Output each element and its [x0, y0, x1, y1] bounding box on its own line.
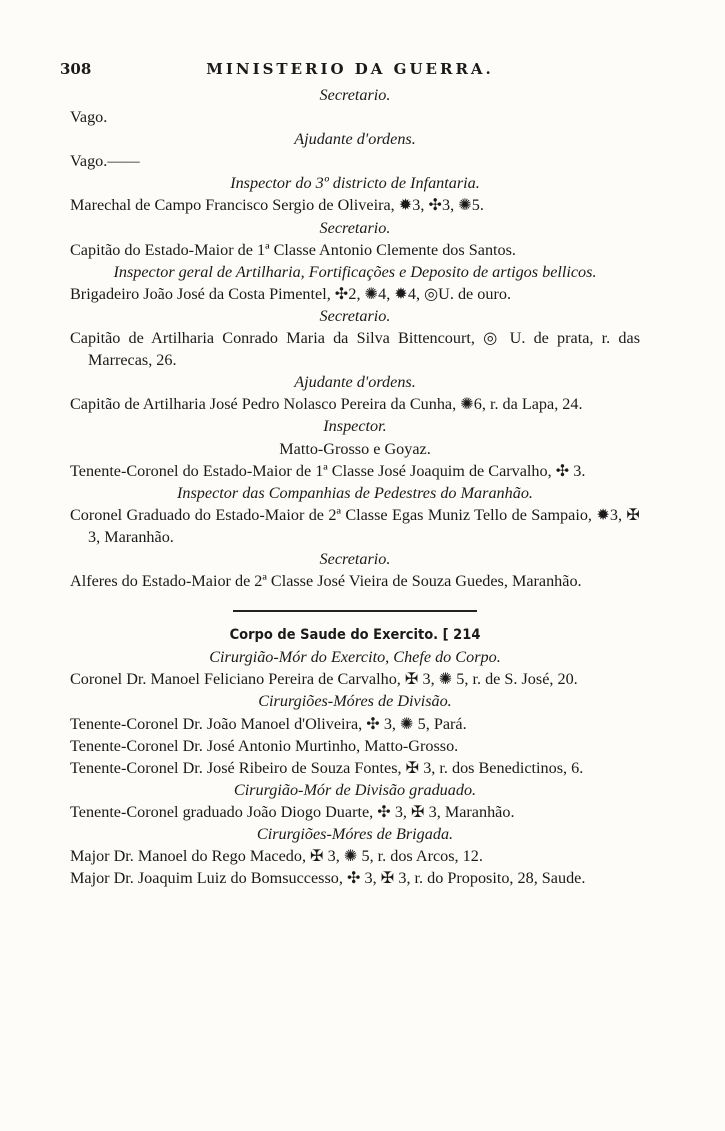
page-header [60, 60, 640, 82]
page-body [70, 84, 640, 889]
section-heading: Cirurgiões-Móres de Brigada. [256, 825, 454, 843]
entry-text: Tenente-Coronel graduado João Diogo Duarte, ✣ 3, ✠ 3, Maranhão. [70, 802, 515, 821]
section-heading: Ajudante d'ordens. [294, 373, 416, 392]
section-heading: Inspector do 3º districto de Infantaria. [230, 174, 480, 193]
page-number: 308 [60, 60, 92, 78]
entry-text: Capitão de Artilharia José Pedro Nolasco Pereira da Cunha, ✺6, r. da Lapa, 24. [70, 395, 583, 414]
running-title: MINISTERIO DA GUERRA. [206, 60, 494, 78]
section-heading: Cirurgião-Mór de Divisão graduado. [233, 780, 477, 799]
entry-text: Marechal de Campo Francisco Sergio de Oliveira, ✹3, ✣3, ✺5. [70, 196, 484, 215]
entry-text: Tenente-Coronel Dr. João Manoel d'Oliveira, ✣ 3, ✺ 5, Pará. [70, 714, 467, 733]
section-heading: Secretario. [319, 218, 391, 237]
section-heading: Cirurgiões-Móres de Divisão. [258, 692, 452, 711]
section-heading: Ajudante d'ordens. [294, 130, 416, 149]
entry-text: Capitão do Estado-Maior de 1ª Classe Antonio Clemente dos Santos. [70, 240, 516, 259]
section-heading: Inspector. [323, 417, 387, 436]
entry-text: Coronel Dr. Manoel Feliciano Pereira de Carvalho, ✠ 3, ✺ 5, r. de S. José, 20. [70, 670, 578, 689]
corps-heading: Corpo de Saude do Exercito. [ 214 [229, 627, 481, 644]
entry-text: Coronel Graduado do Estado-Maior de 2ª Classe Egas Muniz Tello de Sampaio, ✹3, ✠ 3, Maranhão. [70, 505, 640, 546]
section-heading: Inspector geral de Artilharia, Fortificações e Deposito de artigos bellicos. [113, 262, 597, 281]
entry-text: Alferes do Estado-Maior de 2ª Classe José Vieira de Souza Guedes, Maranhão. [70, 572, 582, 591]
entry-text: Tenente-Coronel Dr. José Antonio Murtinho, Matto-Grosso. [70, 736, 459, 755]
entry-text: Vago. [70, 108, 108, 127]
entry-text: Vago.—— [70, 152, 140, 171]
section-heading: Cirurgião-Mór do Exercito, Chefe do Corpo. [209, 648, 501, 667]
entry-text: Capitão de Artilharia Conrado Maria da Silva Bittencourt, ◎ U. de prata, r. das Marrecas, 26. [70, 329, 640, 370]
entry-text: Major Dr. Manoel do Rego Macedo, ✠ 3, ✺ 5, r. dos Arcos, 12. [70, 847, 483, 866]
section-heading: Secretario. [319, 306, 391, 325]
section-heading: Inspector das Companhias de Pedestres do Maranhão. [177, 483, 533, 502]
entry-text: Major Dr. Joaquim Luiz do Bomsuccesso, ✣ 3, ✠ 3, r. do Proposito, 28, Saude. [70, 869, 586, 888]
entry-text: Tenente-Coronel do Estado-Maior de 1ª Classe José Joaquim de Carvalho, ✣ 3. [70, 461, 586, 480]
section-heading: Secretario. [319, 549, 391, 568]
entry-text: Brigadeiro João José da Costa Pimentel, ✣2, ✺4, ✹4, ◎U. de ouro. [70, 284, 512, 303]
section-heading: Secretario. [319, 86, 391, 104]
section-rule [233, 610, 477, 612]
place-heading: Matto-Grosso e Goyaz. [279, 439, 431, 458]
entry-text: Tenente-Coronel Dr. José Ribeiro de Souza Fontes, ✠ 3, r. dos Benedictinos, 6. [70, 758, 584, 777]
